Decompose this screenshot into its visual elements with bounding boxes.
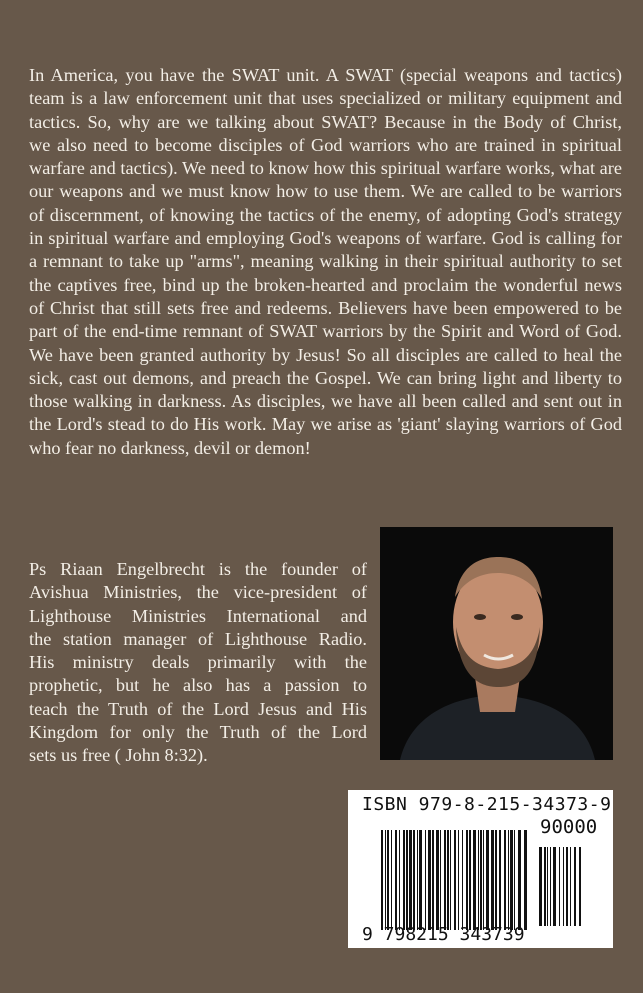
blurb-line: tactics. So, why are we talking about SWAT? Because in the Body of Christ, bbox=[29, 111, 622, 132]
barcode-bar bbox=[458, 830, 459, 930]
barcode-bar bbox=[469, 830, 471, 930]
barcode-bar bbox=[403, 830, 405, 930]
barcode-bar bbox=[547, 847, 548, 926]
barcode-bar bbox=[478, 830, 479, 930]
barcode-bar bbox=[566, 847, 568, 926]
bio-line: His ministry deals primarily with the bbox=[29, 652, 367, 673]
back-cover-blurb bbox=[29, 64, 622, 460]
blurb-line: team is a law enforcement unit that uses specialized or military equipment and bbox=[29, 88, 622, 109]
barcode-bar bbox=[510, 830, 513, 930]
blurb-line: a remnant to take up "arms", meaning walking in their spiritual authority to set bbox=[29, 251, 622, 272]
barcode-bar bbox=[570, 847, 571, 926]
barcode-bar bbox=[413, 830, 415, 930]
barcode-bar bbox=[462, 830, 463, 930]
barcode-bar bbox=[499, 830, 501, 930]
barcode-bar bbox=[385, 830, 386, 930]
barcode-bar bbox=[495, 830, 497, 930]
author-photo bbox=[380, 527, 613, 760]
blurb-line: In America, you have the SWAT unit. A SWAT (special weapons and tactics) bbox=[29, 65, 622, 85]
barcode-bar bbox=[473, 830, 476, 930]
barcode-bar bbox=[579, 847, 581, 926]
bio-line: the station manager of Lighthouse Radio. bbox=[29, 628, 367, 649]
barcode-bar bbox=[381, 830, 383, 930]
barcode-bar bbox=[450, 830, 451, 930]
barcode-bar bbox=[466, 830, 468, 930]
blurb-line: those walking in darkness. As disciples, we have all been called and sent out in bbox=[29, 391, 622, 412]
barcode-bar bbox=[504, 830, 506, 930]
barcode-bar bbox=[406, 830, 408, 930]
barcode-bar bbox=[544, 847, 546, 926]
barcode-bar bbox=[447, 830, 449, 930]
barcode-bar bbox=[391, 830, 392, 930]
author-bio bbox=[29, 558, 367, 768]
barcode-bar bbox=[387, 830, 389, 930]
blurb-line: the captives free, bind up the broken-hearted and proclaim the wonderful news bbox=[29, 274, 622, 295]
barcode-bar bbox=[514, 830, 515, 930]
price-code: 90000 bbox=[540, 816, 598, 838]
bio-line: Ps Riaan Engelbrecht is the founder of bbox=[29, 559, 367, 579]
bio-line: teach the Truth of the Lord Jesus and His bbox=[29, 698, 367, 719]
barcode-bar bbox=[553, 847, 556, 926]
bio-line: Avishua Ministries, the vice-president of bbox=[29, 582, 367, 603]
barcode-bar bbox=[539, 847, 542, 926]
bio-line: prophetic, but he also has a passion to bbox=[29, 675, 367, 696]
blurb-line: who fear no darkness, devil or demon! bbox=[29, 437, 311, 458]
bio-line: Lighthouse Ministries International and bbox=[29, 605, 367, 626]
barcode-bar bbox=[395, 830, 397, 930]
barcode-bar bbox=[409, 830, 412, 930]
barcode-bar bbox=[491, 830, 494, 930]
barcode-bar bbox=[524, 830, 527, 930]
barcode-bar bbox=[440, 830, 441, 930]
barcode-bar bbox=[444, 830, 446, 930]
blurb-line: the Lord's stead to do His work. May we arise as 'giant' slaying warriors of God bbox=[29, 414, 622, 435]
barcode-bar bbox=[508, 830, 509, 930]
blurb-line: warfare and tactics). We need to know how this spiritual warfare works, what are bbox=[29, 158, 622, 179]
barcode-bar bbox=[454, 830, 456, 930]
barcode-bar bbox=[518, 830, 521, 930]
blurb-line: of Christ that still sets free and redeems. Believers have been empowered to be bbox=[29, 297, 622, 318]
barcode-bar bbox=[428, 830, 431, 930]
barcode-bar bbox=[480, 830, 482, 930]
blurb-line: sick, cast out demons, and preach the Gospel. We can bring light and liberty to bbox=[29, 367, 622, 388]
blurb-line: part of the end-time remnant of SWAT warriors by the Spirit and Word of God. bbox=[29, 321, 622, 342]
barcode-bar bbox=[559, 847, 560, 926]
bio-line: sets us free ( John 8:32). bbox=[29, 745, 208, 766]
isbn-barcode bbox=[348, 790, 613, 948]
isbn-label: ISBN 979-8-215-34373-9 bbox=[362, 794, 612, 815]
barcode-bar bbox=[417, 830, 418, 930]
blurb-line: of discernment, of knowing the tactics of the enemy, of adopting God's strategy bbox=[29, 204, 622, 225]
barcode-bar bbox=[550, 847, 551, 926]
barcode-bar bbox=[483, 830, 484, 930]
barcode-bar bbox=[432, 830, 434, 930]
blurb-line: our weapons and we must know how to use them. We are called to be warriors bbox=[29, 181, 622, 202]
barcode-bar bbox=[574, 847, 576, 926]
barcode-bar bbox=[486, 830, 489, 930]
blurb-line: We have been granted authority by Jesus! So all disciples are called to heal the bbox=[29, 344, 622, 365]
barcode-digits: 9 798215 343739 bbox=[362, 924, 525, 945]
blurb-line: in spiritual warfare and employing God's weapons of warfare. God is calling for bbox=[29, 228, 622, 249]
barcode-bar bbox=[563, 847, 564, 926]
barcode-bar bbox=[419, 830, 422, 930]
author-portrait-image bbox=[380, 527, 613, 760]
barcode-bar bbox=[425, 830, 426, 930]
bio-line: Kingdom for only the Truth of the Lord bbox=[29, 722, 367, 743]
barcode-bar bbox=[399, 830, 400, 930]
barcode-bar bbox=[436, 830, 439, 930]
blurb-line: we also need to become disciples of God warriors who are trained in spiritual bbox=[29, 134, 622, 155]
